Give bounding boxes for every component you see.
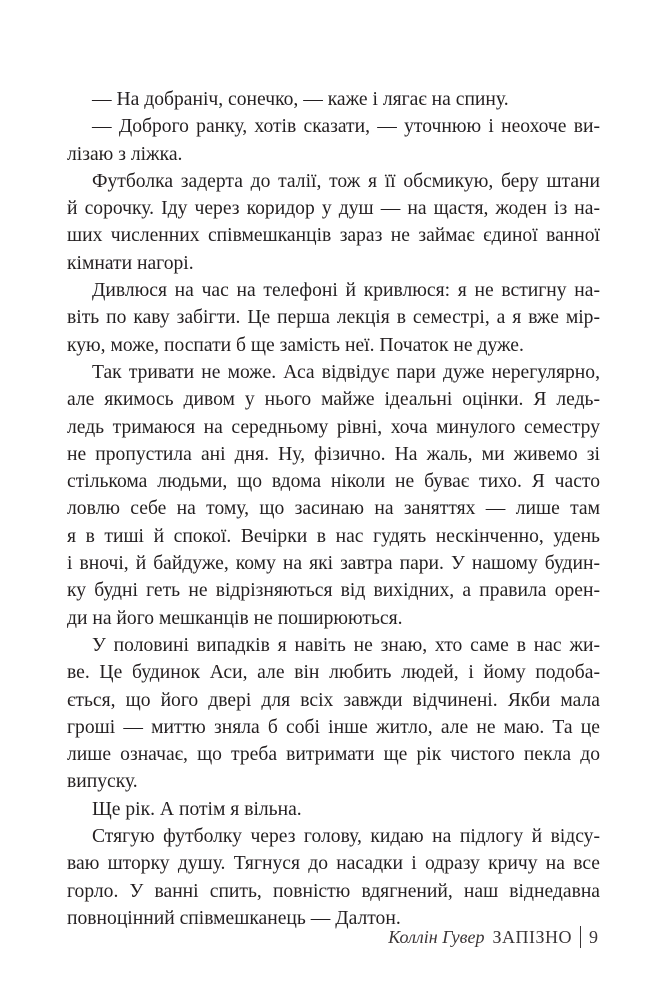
text-line: Дивлюся на час на телефоні й кривлюся: я не встигну на-: [92, 280, 600, 302]
text-line: стількома людьми, що вдома ніколи не буває тихо. Я часто: [67, 471, 600, 493]
text-line: Стягую футболку через голову, кидаю на підлогу й відсу-: [92, 826, 600, 848]
text-line: випуску.: [67, 771, 138, 793]
paragraph: [67, 359, 600, 632]
text-line: ється, що його двері для всіх завжди відчинені. Якби мала: [67, 689, 600, 711]
paragraph: [67, 277, 600, 359]
text-line: але якимось дивом у нього майже ідеальні оцінки. Я ледь-: [67, 389, 600, 411]
paragraph: [67, 796, 600, 823]
text-line: Футболка задерта до талії, тож я її обсмикую, беру штани: [92, 170, 600, 192]
text-line: й сорочку. Іду через коридор у душ — на щастя, жоден із на-: [67, 198, 600, 220]
text-line: повноцінний співмешканець — Далтон.: [67, 907, 401, 929]
text-line: ваю шторку душу. Тягнуся до насадки і одразу кричу на все: [67, 853, 600, 875]
text-line: лізаю з ліжка.: [67, 143, 183, 165]
text-line: лише означає, що треба витримати ще рік чистого пекла до: [67, 744, 600, 766]
footer-divider: [580, 926, 581, 948]
paragraph: [67, 113, 600, 168]
body-text: [67, 86, 600, 932]
text-line: і вночі, й байдуже, кому на які завтра пари. У нашому будин-: [67, 553, 600, 575]
text-line: горло. У ванні спить, повністю вдягнений, наш віднедавна: [67, 880, 600, 902]
text-line: кую, може, поспати б ще замість неї. Початок не дуже.: [67, 334, 524, 356]
text-line: ших численних співмешканців зараз не займає єдиної ванної: [67, 225, 600, 247]
paragraph: [67, 632, 600, 796]
text-line: — На добраніч, сонечко, — каже і лягає на спину.: [92, 89, 509, 110]
text-line: віть по каву забігти. Це перша лекція в семестрі, а я вже мір-: [67, 307, 600, 329]
footer-author: Коллін Гувер: [388, 926, 485, 947]
text-line: ледь тримаюся на середньому рівні, хоча минулого семестру: [67, 416, 600, 438]
page-number: 9: [589, 926, 598, 947]
text-line: У половині випадків я навіть не знаю, хто саме в нас жи-: [92, 634, 600, 656]
text-line: ку будні геть не відрізняються від вихідних, а правила орен-: [67, 580, 600, 602]
text-line: Так тривати не може. Аса відвідує пари дуже нерегулярно,: [92, 361, 600, 383]
running-footer: [388, 926, 598, 948]
text-line: Ще рік. А потім я вільна.: [92, 798, 302, 820]
text-line: я в тиші й спокої. Вечірки в нас гудять нескінченно, удень: [67, 525, 600, 547]
text-line: — Доброго ранку, хотів сказати, — уточнюю і неохоче ви-: [92, 116, 600, 138]
paragraph: [67, 823, 600, 932]
text-line: ловлю себе на тому, що засинаю на заняттях — лише там: [67, 498, 600, 520]
paragraph: [67, 86, 600, 113]
paragraph: [67, 168, 600, 277]
text-line: ве. Це будинок Аси, але він любить людей, і йому подоба-: [67, 662, 600, 684]
text-line: гроші — миттю зняла б собі інше житло, але не маю. Та це: [67, 716, 600, 738]
text-line: ди на його мешканців не поширюються.: [67, 607, 403, 629]
text-line: не пропустила ані дня. Ну, фізично. На жаль, ми живемо зі: [67, 443, 600, 465]
footer-book-title: ЗАПІЗНО: [492, 926, 572, 947]
text-line: кімнати нагорі.: [67, 252, 194, 274]
